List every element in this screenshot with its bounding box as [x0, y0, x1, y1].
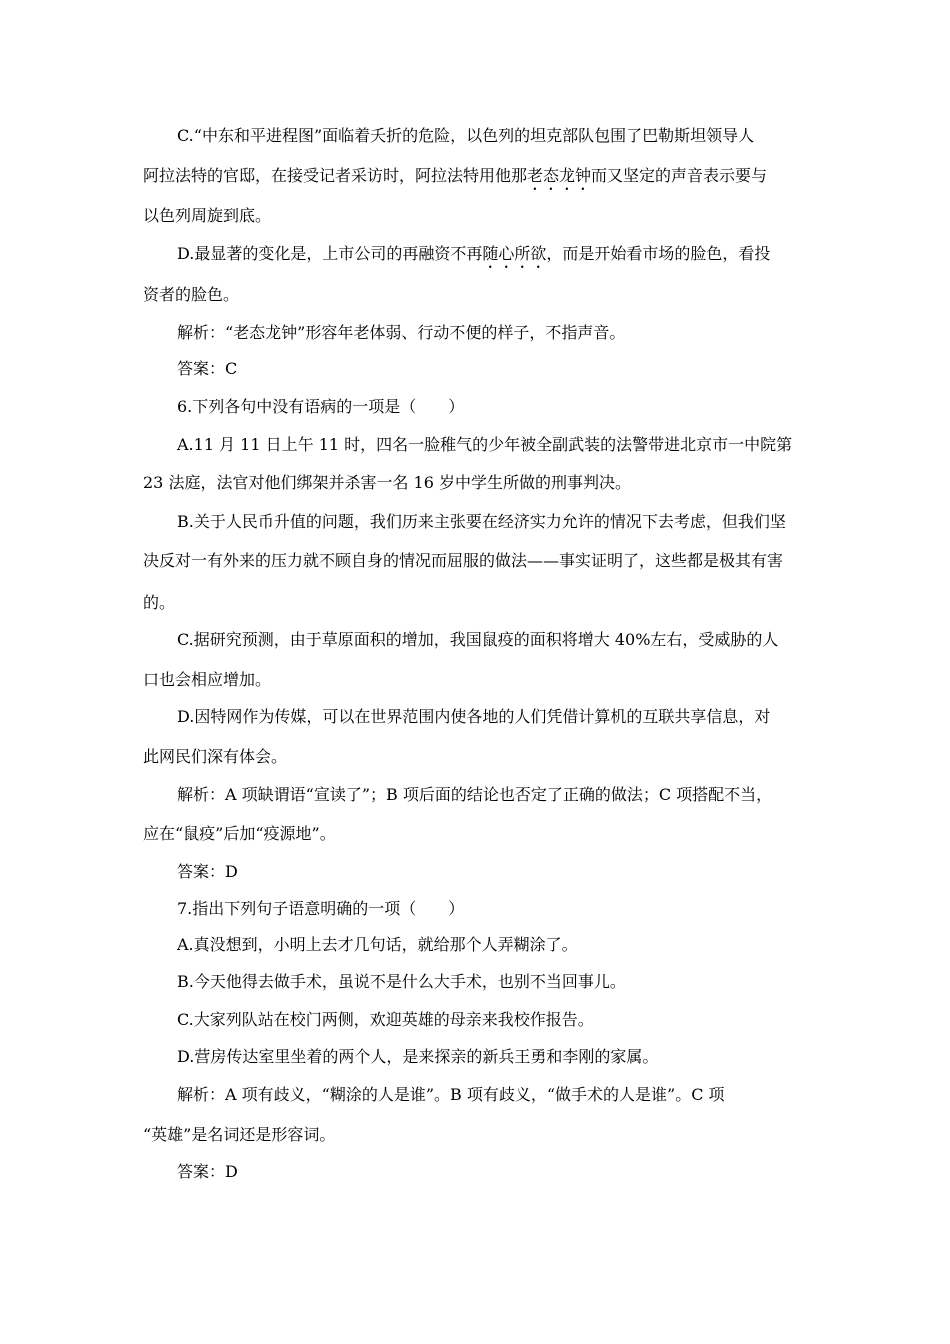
q6-option-b-line-2: 决反对一有外来的压力就不顾自身的情况而屈服的做法——事实证明了，这些都是极其有害 [143, 551, 784, 570]
answer-6: 答案：D [177, 862, 238, 881]
emphasized-phrase: 老态龙钟 [527, 166, 592, 185]
option-c-line-2: 阿拉法特的官邸，在接受记者采访时，阿拉法特用他那老态龙钟而又坚定的声音表示要与 [143, 166, 768, 185]
analysis-7-line-2: “英雄”是名词还是形容词。 [143, 1125, 336, 1144]
q7-option-a: A.真没想到，小明上去才几句话，就给那个人弄糊涂了。 [177, 935, 578, 954]
q6-option-c-line-1: C.据研究预测，由于草原面积的增加，我国鼠疫的面积将增大 40%左右，受威胁的人 [177, 630, 779, 649]
option-c-line-3: 以色列周旋到底。 [143, 206, 272, 225]
q6-option-c-line-2: 口也会相应增加。 [143, 670, 272, 689]
question-6: 6.下列各句中没有语病的一项是（ ） [177, 397, 465, 416]
analysis-6-line-1: 解析：A 项缺谓语“宣读了”；B 项后面的结论也否定了正确的做法；C 项搭配不当， [177, 785, 773, 804]
q6-option-b-line-3: 的。 [143, 593, 176, 612]
q7-option-d: D.营房传达室里坐着的两个人，是来探亲的新兵王勇和李刚的家属。 [177, 1047, 659, 1066]
analysis-7-line-1: 解析：A 项有歧义，“糊涂的人是谁”。B 项有歧义，“做手术的人是谁”。C 项 [177, 1085, 725, 1104]
q6-option-b-line-1: B.关于人民币升值的问题，我们历来主张要在经济实力允许的情况下去考虑，但我们坚 [177, 512, 786, 531]
analysis-5: 解析：“老态龙钟”形容年老体弱、行动不便的样子，不指声音。 [177, 323, 626, 342]
option-c-line-1: C.“中东和平进程图”面临着夭折的危险，以色列的坦克部队包围了巴勒斯坦领导人 [177, 126, 755, 145]
q7-option-c: C.大家列队站在校门两侧，欢迎英雄的母亲来我校作报告。 [177, 1010, 594, 1029]
option-d-line-1: D.最显著的变化是，上市公司的再融资不再随心所欲，而是开始看市场的脸色，看投 [177, 244, 771, 263]
analysis-6-line-2: 应在“鼠疫”后加“疫源地”。 [143, 824, 336, 843]
answer-7: 答案：D [177, 1162, 238, 1181]
answer-5: 答案：C [177, 359, 238, 378]
q6-option-d-line-2: 此网民们深有体会。 [143, 747, 288, 766]
question-7: 7.指出下列句子语意明确的一项（ ） [177, 899, 465, 918]
option-d-line-2: 资者的脸色。 [143, 285, 240, 304]
q6-option-a-line-1: A.11 月 11 日上午 11 时，四名一脸稚气的少年被全副武装的法警带进北京市一中院第 [177, 435, 793, 454]
q7-option-b: B.今天他得去做手术，虽说不是什么大手术，也别不当回事儿。 [177, 972, 626, 991]
emphasized-phrase: 随心所欲 [482, 244, 547, 263]
q6-option-a-line-2: 23 法庭，法官对他们绑架并杀害一名 16 岁中学生所做的刑事判决。 [143, 473, 631, 492]
q6-option-d-line-1: D.因特网作为传媒，可以在世界范围内使各地的人们凭借计算机的互联共享信息，对 [177, 707, 771, 726]
